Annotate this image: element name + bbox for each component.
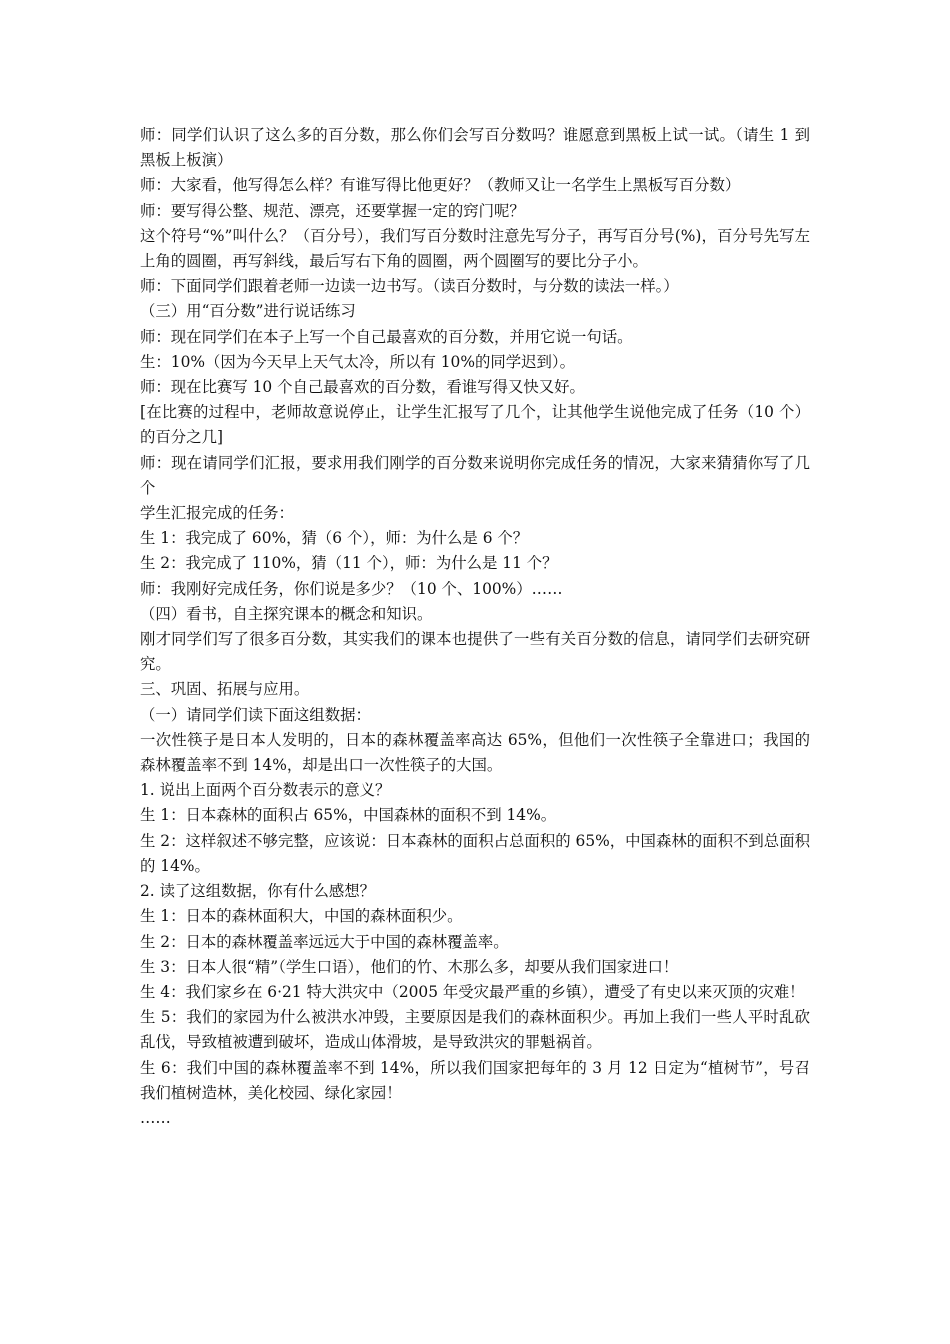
paragraph: 师：现在请同学们汇报，要求用我们刚学的百分数来说明你完成任务的情况，大家来猜猜你写了几个 bbox=[140, 453, 810, 497]
document-body bbox=[140, 123, 810, 1131]
paragraph: 师：要写得公整、规范、漂亮，还要掌握一定的窍门呢？ bbox=[140, 201, 525, 220]
paragraph: [在比赛的过程中，老师故意说停止，让学生汇报写了几个，让其他学生说他完成了任务（10 个）的百分之几] bbox=[140, 403, 810, 447]
paragraph: 师：下面同学们跟着老师一边读一边书写。（读百分数时，与分数的读法一样。） bbox=[140, 277, 679, 296]
paragraph: 生 1：日本的森林面积大，中国的森林面积少。 bbox=[140, 907, 463, 926]
section-heading: 三、巩固、拓展与应用。 bbox=[140, 680, 310, 699]
paragraph: 生 2：这样叙述不够完整，应该说：日本森林的面积占总面积的 65%，中国森林的面积不到总面积的 14%。 bbox=[140, 831, 810, 875]
paragraph: 生 3：日本人很“精”（学生口语），他们的竹、木那么多，却要从我们国家进口！ bbox=[140, 957, 679, 976]
paragraph: 生 5：我们的家园为什么被洪水冲毁，主要原因是我们的森林面积少。再加上我们一些人平时乱砍乱伐，导致植被遭到破坏，造成山体滑坡，是导致洪灾的罪魁祸首。 bbox=[140, 1008, 810, 1052]
paragraph: 2. 读了这组数据，你有什么感想？ bbox=[140, 882, 376, 901]
paragraph: …… bbox=[140, 1108, 171, 1127]
paragraph: 师：我刚好完成任务，你们说是多少？（10 个、100%）…… bbox=[140, 579, 563, 598]
section-heading: （四）看书，自主探究课本的概念和知识。 bbox=[140, 604, 433, 623]
paragraph: 生 1：日本森林的面积占 65%，中国森林的面积不到 14%。 bbox=[140, 806, 557, 825]
paragraph: 这个符号“%”叫什么？（百分号），我们写百分数时注意先写分子，再写百分号(%)，百分号先写左上角的圆圈，再写斜线，最后写右下角的圆圈，两个圆圈写的要比分子小。 bbox=[140, 226, 810, 271]
paragraph: 1. 说出上面两个百分数表示的意义？ bbox=[140, 781, 391, 800]
paragraph: 学生汇报完成的任务： bbox=[140, 504, 294, 523]
paragraph: 生 4：我们家乡在 6·21 特大洪灾中（2005 年受灾最严重的乡镇），遭受了有史以来灭顶的灾难！ bbox=[140, 982, 805, 1001]
paragraph: 生 2：日本的森林覆盖率远远大于中国的森林覆盖率。 bbox=[140, 932, 509, 951]
paragraph: 生 2：我完成了 110%，猜（11 个），师：为什么是 11 个？ bbox=[140, 554, 558, 573]
paragraph: 生 1：我完成了 60%，猜（6 个），师：为什么是 6 个？ bbox=[140, 529, 529, 548]
paragraph: 刚才同学们写了很多百分数，其实我们的课本也提供了一些有关百分数的信息，请同学们去研究研究。 bbox=[140, 630, 810, 674]
paragraph: 生 6：我们中国的森林覆盖率不到 14%，所以我们国家把每年的 3 月 12 日定为“植树节”，号召我们植树造林，美化校园、绿化家园！ bbox=[140, 1058, 810, 1102]
section-heading: （三）用“百分数”进行说话练习 bbox=[140, 302, 356, 321]
paragraph: 师：现在同学们在本子上写一个自己最喜欢的百分数，并用它说一句话。 bbox=[140, 327, 633, 346]
paragraph: 一次性筷子是日本人发明的，日本的森林覆盖率高达 65%，但他们一次性筷子全靠进口；我国的森林覆盖率不到 14%，却是出口一次性筷子的大国。 bbox=[140, 730, 810, 775]
paragraph: 生：10%（因为今天早上天气太冷，所以有 10%的同学迟到）。 bbox=[140, 352, 575, 371]
section-heading: （一）请同学们读下面这组数据： bbox=[140, 705, 371, 724]
paragraph: 师：大家看，他写得怎么样？有谁写得比他更好？（教师又让一名学生上黑板写百分数） bbox=[140, 176, 741, 195]
paragraph: 师：现在比赛写 10 个自己最喜欢的百分数，看谁写得又快又好。 bbox=[140, 378, 585, 397]
paragraph: 师：同学们认识了这么多的百分数，那么你们会写百分数吗？谁愿意到黑板上试一试。（请生 1 到黑板上板演） bbox=[140, 126, 810, 170]
